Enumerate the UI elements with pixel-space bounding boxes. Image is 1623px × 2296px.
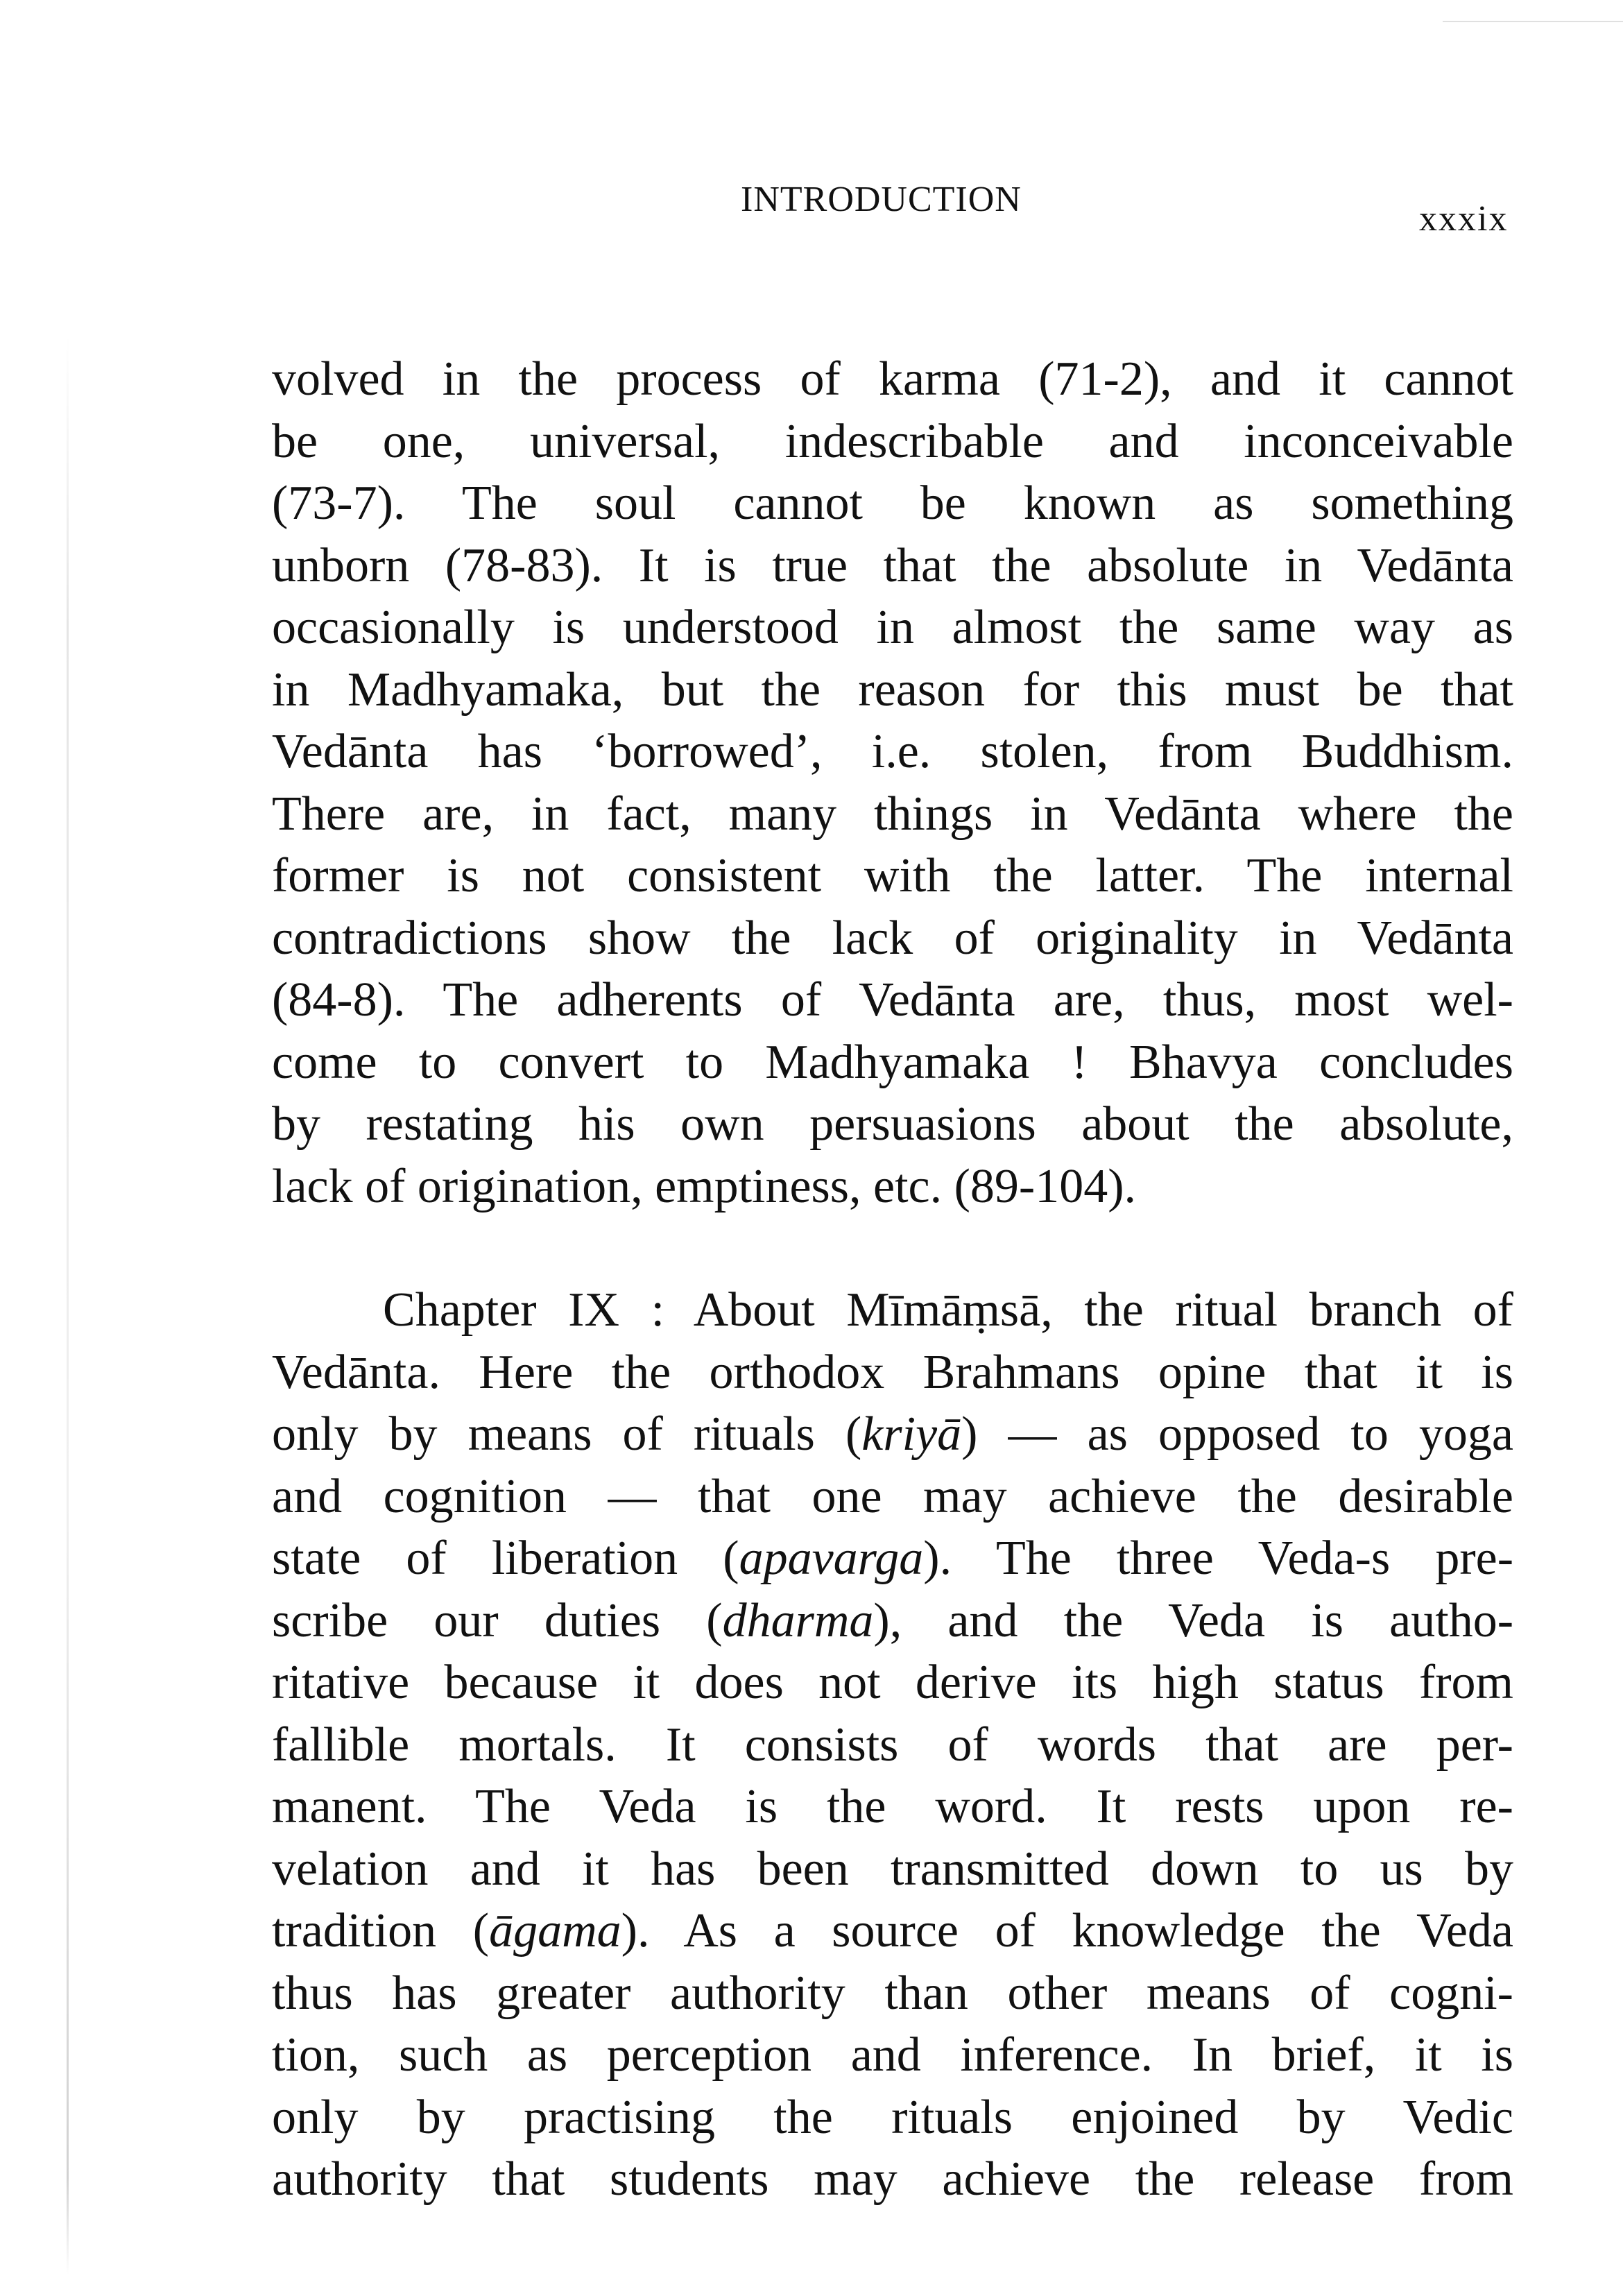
text-line: There are, in fact, many things in Vedānta where the	[272, 787, 1513, 841]
text-line	[272, 1652, 1513, 1714]
italic-term: kriyā	[861, 1407, 962, 1461]
text-line: be one, universal, indescribable and inconceivable	[272, 414, 1513, 468]
text-line: unborn (78-83). It is true that the absolute in Vedānta	[272, 538, 1513, 592]
text-run: thus has greater authority than other means of cogni-	[272, 1966, 1513, 2020]
text-line: volved in the process of karma (71-2), and it cannot	[272, 352, 1513, 406]
text-line	[272, 1838, 1513, 1901]
text-run: and cognition — that one may achieve the desirable	[272, 1469, 1513, 1523]
text-line	[272, 2148, 1513, 2211]
text-line	[272, 1962, 1513, 2025]
text-line	[272, 1403, 1513, 1466]
text-run: only by practising the rituals enjoined by Vedic	[272, 2090, 1513, 2144]
text-line: lack of origination, emptiness, etc. (89-104).	[272, 1159, 1137, 1213]
text-line: in Madhyamaka, but the reason for this must be that	[272, 662, 1513, 717]
italic-term: āgama	[489, 1904, 621, 1957]
text-line	[272, 2087, 1513, 2149]
running-title: INTRODUCTION	[741, 180, 1022, 219]
text-run: Chapter IX : About Mīmāṃsā, the ritual branch of	[383, 1283, 1513, 1337]
text-run: authority that students may achieve the release from	[272, 2152, 1513, 2206]
text-line: contradictions show the lack of originality in Vedānta	[272, 911, 1513, 965]
text-line	[272, 1776, 1513, 1838]
text-line: (73-7). The soul cannot be known as something	[272, 477, 1513, 530]
text-line: Vedānta has ‘borrowed’, i.e. stolen, from Buddhism.	[272, 725, 1513, 778]
text-run: state of liberation (	[272, 1532, 739, 1585]
text-line	[272, 1590, 1513, 1652]
italic-term: dharma	[722, 1593, 874, 1647]
text-run: ). As a source of knowledge the Veda	[621, 1904, 1514, 1957]
text-line	[272, 1900, 1513, 1962]
text-run: fallible mortals. It consists of words that are per-	[272, 1717, 1513, 1772]
text-line: former is not consistent with the latter. The internal	[272, 849, 1513, 902]
text-run: only by means of rituals (	[272, 1407, 862, 1461]
text-run: tradition (	[272, 1904, 490, 1957]
text-run: ) — as opposed to yoga	[961, 1407, 1513, 1461]
page-number: xxxix	[1419, 199, 1509, 239]
text-line	[272, 1342, 1513, 1404]
body-text	[272, 348, 1513, 2211]
text-run: ritative because it does not derive its high status from	[272, 1656, 1513, 1709]
text-line: come to convert to Madhyamaka ! Bhavya concludes	[272, 1035, 1513, 1089]
text-line	[272, 1527, 1513, 1590]
text-run: tion, such as perception and inference. In brief, it is	[272, 2028, 1513, 2082]
text-line	[272, 2024, 1513, 2087]
text-run: Vedānta. Here the orthodox Brahmans opine that it is	[272, 1345, 1513, 1399]
text-line: (84-8). The adherents of Vedānta are, thus, most wel-	[272, 973, 1513, 1027]
paragraph-chapter-ix-mimamsa	[272, 1279, 1513, 2211]
text-line	[272, 1279, 1513, 1342]
text-run: scribe our duties (	[272, 1593, 723, 1647]
paragraph-karma-vedanta	[272, 348, 1513, 1217]
text-run: ), and the Veda is autho-	[873, 1593, 1513, 1647]
text-line	[272, 1466, 1513, 1528]
text-run: ). The three Veda-s pre-	[923, 1532, 1514, 1585]
scan-edge-mark	[1443, 21, 1623, 22]
text-line: occasionally is understood in almost the same way as	[272, 601, 1513, 654]
italic-term: apavarga	[739, 1532, 924, 1585]
text-line: by restating his own persuasions about the absolute,	[272, 1097, 1513, 1151]
text-run: manent. The Veda is the word. It rests upon re-	[272, 1780, 1513, 1833]
text-run: velation and it has been transmitted down to us by	[272, 1842, 1513, 1896]
scan-edge-shadow	[67, 333, 69, 2275]
text-line	[272, 1714, 1513, 1776]
paragraph-spacer	[272, 1217, 1513, 1279]
